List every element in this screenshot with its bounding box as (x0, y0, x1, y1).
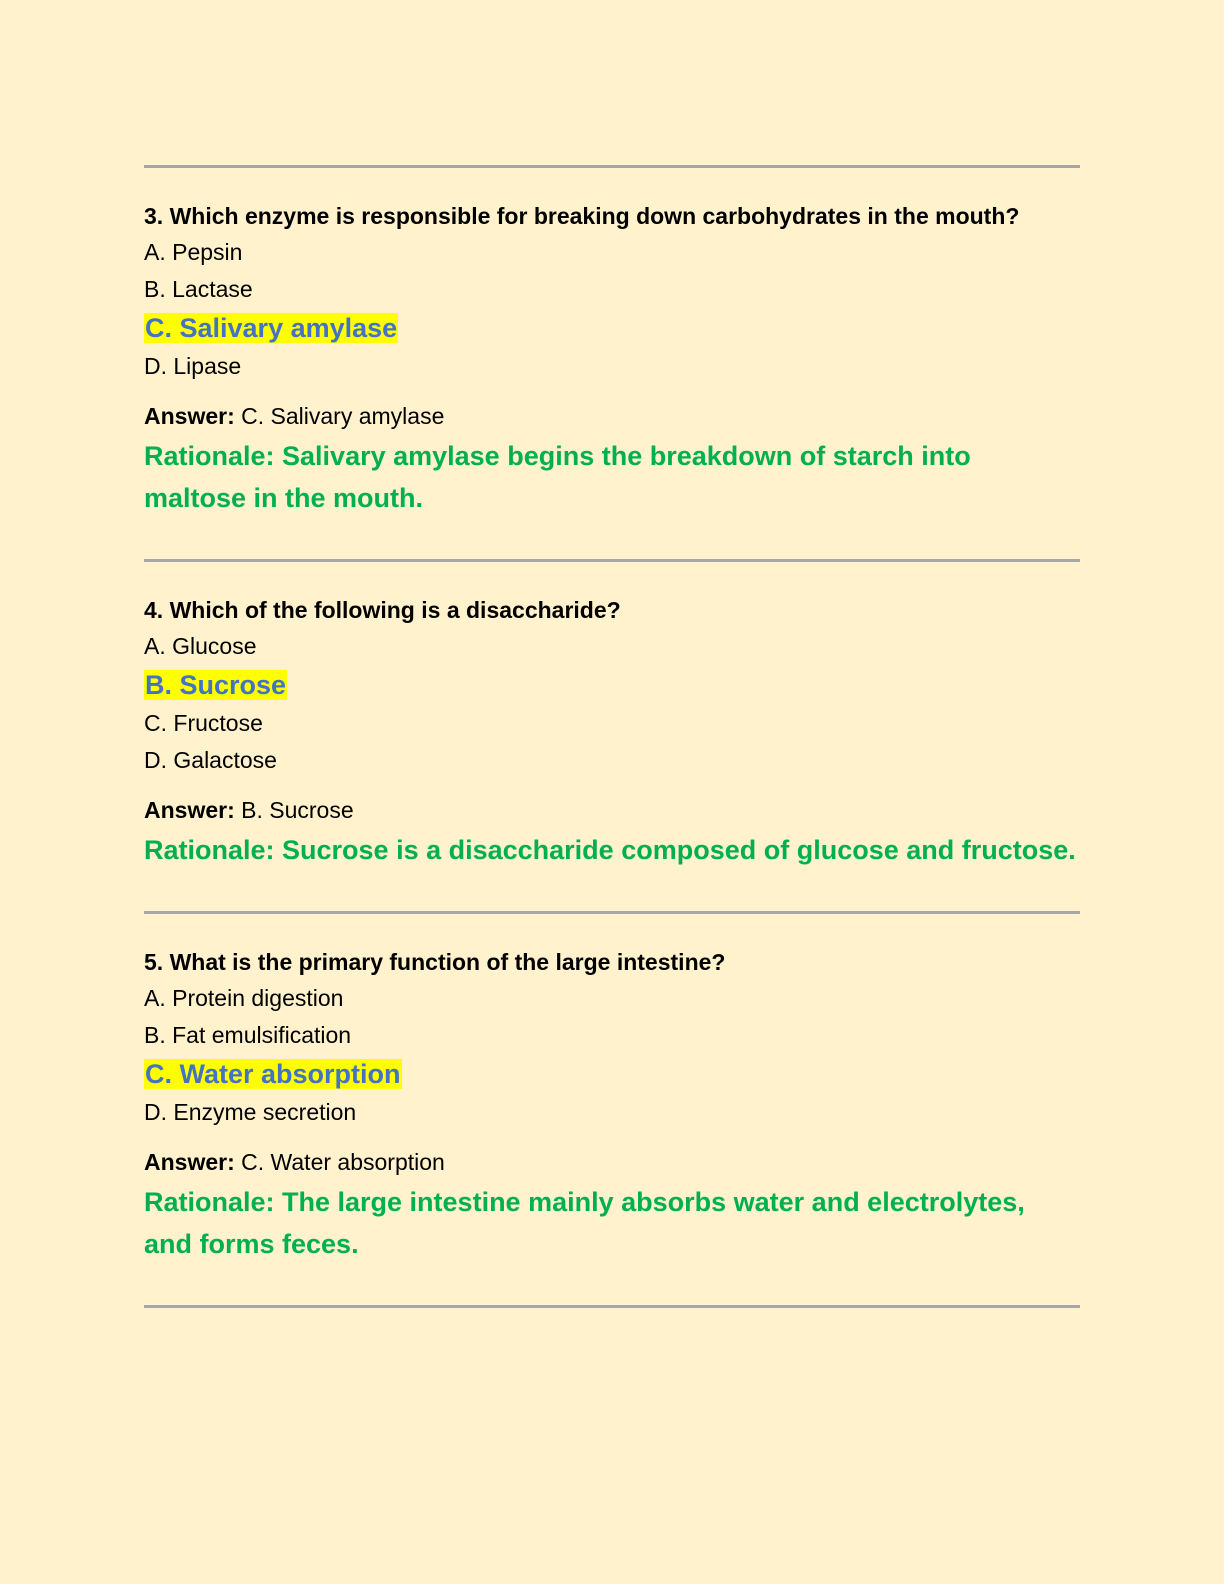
answer-value: C. Salivary amylase (241, 403, 445, 429)
option-d: D. Enzyme secretion (144, 1099, 357, 1125)
option-d: D. Galactose (144, 747, 277, 773)
question-block-4 (144, 562, 1080, 911)
option-d: D. Lipase (144, 353, 242, 379)
question-block-5 (144, 914, 1080, 1305)
option-b: B. Fat emulsification (144, 1022, 352, 1048)
answer-value: C. Water absorption (241, 1149, 445, 1175)
answer-label: Answer: (144, 797, 235, 823)
answer-label: Answer: (144, 1149, 235, 1175)
option-a: A. Pepsin (144, 239, 243, 265)
option-c-correct (144, 308, 1080, 348)
correct-option-highlight: B. Sucrose (145, 670, 287, 700)
answer-line (144, 792, 1080, 828)
rationale-text: Rationale: The large intestine mainly absorbs water and electrolytes, and forms feces. (144, 1187, 1025, 1259)
answer-value: B. Sucrose (241, 797, 354, 823)
rationale-text: Rationale: Sucrose is a disaccharide composed of glucose and fructose. (144, 835, 1076, 865)
answer-line (144, 398, 1080, 434)
option-a: A. Protein digestion (144, 985, 344, 1011)
rationale-text: Rationale: Salivary amylase begins the breakdown of starch into maltose in the mouth. (144, 441, 971, 513)
question-block-3 (144, 168, 1080, 559)
option-b-correct (144, 665, 1080, 705)
answer-line (144, 1144, 1080, 1180)
question-text: 3. Which enzyme is responsible for breaking down carbohydrates in the mouth? (144, 203, 1020, 229)
question-text: 5. What is the primary function of the large intestine? (144, 949, 726, 975)
option-c-correct (144, 1054, 1080, 1094)
correct-option-highlight: C. Water absorption (145, 1059, 401, 1089)
correct-option-highlight: C. Salivary amylase (145, 313, 398, 343)
question-text: 4. Which of the following is a disaccharide? (144, 597, 621, 623)
divider-bottom (144, 1305, 1080, 1308)
option-a: A. Glucose (144, 633, 257, 659)
document-page (144, 165, 1080, 1308)
answer-label: Answer: (144, 403, 235, 429)
option-b: B. Lactase (144, 276, 253, 302)
option-c: C. Fructose (144, 710, 263, 736)
